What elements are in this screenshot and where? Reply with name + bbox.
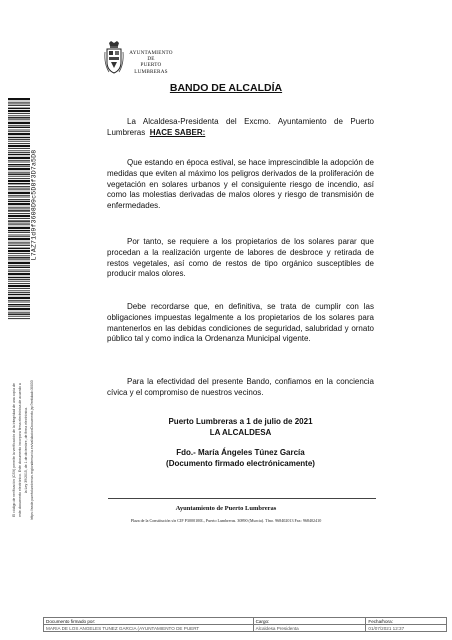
position-value: Alcaldesa Presidenta [253, 625, 366, 632]
barcode-bar [8, 102, 30, 103]
signed-by-header: Documento firmado por: [44, 618, 254, 625]
footer-title: Ayuntamiento de Puerto Lumbreras [175, 505, 277, 512]
signer-name: Fdo.- María Ángeles Túnez García [176, 448, 305, 457]
footer-address: Plaza de la Constitución s/n CIF P3000100L, Puerto Lumbreras. 30890 (Murcia). Tfno. 968402013 Fax: 968402410 [130, 518, 322, 523]
barcode-bar [8, 104, 30, 105]
barcode-bar [8, 108, 30, 109]
datetime-value: 01/07/2021 12:37 [366, 625, 447, 632]
barcode-bar [8, 297, 30, 299]
barcode-bar [8, 98, 30, 100]
signature-table [43, 617, 447, 632]
document-title: BANDO DE ALCALDÍA [169, 82, 283, 94]
paragraph-obligations: Debe recordarse que, en definitiva, se trata de cumplir con las obligaciones impuestas legalmente a los propietarios de los solares para mantenerlos en las debidas condiciones de seguridad, salubridad y ornato público tal y como indica la Ordenanza Municipal vigente. [107, 302, 374, 344]
paragraph-context: Que estando en época estival, se hace imprescindible la adopción de medidas que eviten al máximo los peligros derivados de la proliferación de vegetación en solares urbanos y el consiguiente riesgo de incendio, así como las molestias derivadas de malos olores y riesgo de transmisión de enfermedades. [107, 158, 374, 211]
signed-by-value: MARIA DE LOS ANGELES TUNEZ GARCIA (AYUNTAMIENTO DE PUERT [44, 625, 254, 632]
paragraph-intro: La Alcaldesa-Presidenta del Excmo. Ayuntamiento de Puerto Lumbreras HACE SABER: [107, 117, 374, 137]
signature-block [107, 417, 374, 469]
date-line: Puerto Lumbreras a 1 de julio de 2021 [168, 417, 313, 426]
signed-note: (Documento firmado electrónicamente) [166, 458, 315, 468]
csv-code: L7AZ71d9f3608D9c5D8f3D7a5D8 [30, 149, 38, 260]
signer-role: LA ALCALDESA [209, 427, 272, 437]
barcode-bar [8, 105, 30, 106]
paragraph-closing: Para la efectividad del presente Bando, confiamos en la conciencia cívica y el compromiso de nuestros vecinos. [107, 377, 374, 397]
position-header: Cargo: [253, 618, 366, 625]
municipality-name: AYUNTAMIENTO DE PUERTO LUMBRERAS [129, 50, 173, 75]
verification-note: El código de verificación (CSV) permite la verificación de la integridad de una copia de este documento electrónico. Este documento incorpora firma electrónica de acuerdo a la Ley 39/2015, de 1 de diciembre, de firma electrónica. https://sede.puertolumbreras.regiondemurcia.es/validacionDocumento.jsp?entidad=30033 [12, 380, 34, 520]
footer-divider [108, 498, 376, 499]
datetime-header: Fecha/hora: [366, 618, 447, 625]
paragraph-requirement: Por tanto, se requiere a los propietarios de los solares parar que procedan a la realización urgente de labores de desbroce y retirada de restos vegetales, así como de restos de tipo orgánico susceptibles de producir malos olores. [107, 237, 374, 279]
coat-of-arms-icon [103, 40, 125, 76]
